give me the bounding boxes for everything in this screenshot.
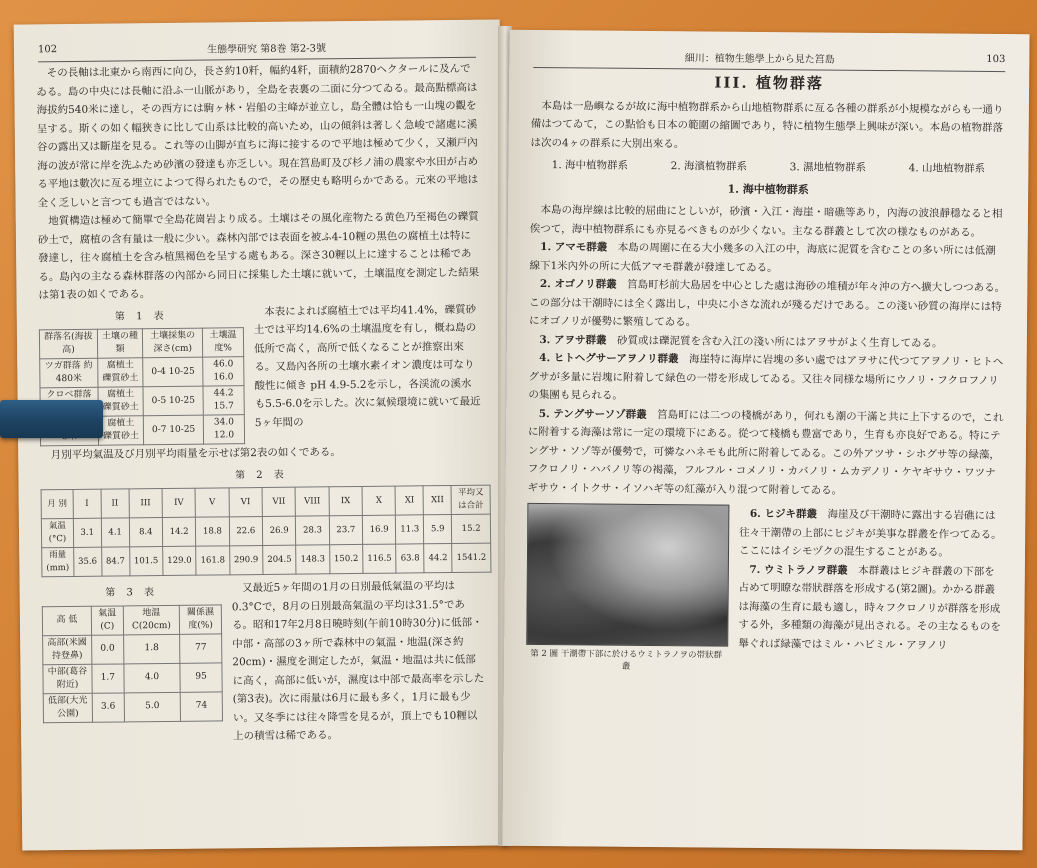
table-row (41, 514, 490, 548)
table-cell: 148.3 (296, 545, 330, 574)
paragraph: 地質構造は極めて簡單で全島花崗岩より成る。土壤はその風化産物たる黄色乃至褐色の礫質砂土で，腐植の含有量は一般に少い。森林內部では表面を被ふ4-10糎の黑色の腐植土は特に發達し，往々腐植土を含み植黑褐色を呈する處もある。深さ30糎以上に達することは稀である。島內の主なる森林群落の內部から同日に採集した土壤に就いて，土壤温度を測定した結果は第1表の如くである。 (37, 210, 480, 302)
table-cell: 44.2 (424, 544, 452, 573)
table2 (41, 485, 492, 578)
table-cell: 84.7 (101, 547, 129, 576)
table-header-row: 群落名(海拔高) 土壤の種類 土壤採集の深さ(cm) 土壤温度% (39, 328, 243, 359)
list-item: 4. ヒトヘグサーアヲノリ群叢 海崖特に海岸に岩塊の多い處ではアヲサに代つてアヲノリ・ヒトヘグサが多量に岩塊に附着して緑色の一帯を形成してゐる。又往々同様な場所にウノリ・フクロフノリの集團も見られる。 (528, 352, 1004, 402)
seaweed-photo (526, 503, 729, 647)
table-cell: 28.3 (296, 516, 330, 545)
list-item: 1. アマモ群叢 本島の周圍に在る大小幾多の入江の中，海底に泥質を含むことの多い所には低潮線下1米內外の所に大低アマモ群叢が發達してゐる。 (529, 241, 996, 274)
table-cell: 204.5 (263, 545, 297, 574)
table-cell: 290.9 (229, 545, 263, 574)
table-header-cell: XII (423, 486, 451, 515)
table-cell: 1541.2 (452, 543, 491, 572)
table-row: 腐植土 礫質砂土 0-7 10-25 34.0 12.0 (40, 415, 244, 446)
table-header-cell: X (362, 486, 396, 515)
journal-volume: 第8巻 (260, 43, 287, 55)
table1-block (39, 300, 482, 446)
left-running-head (38, 38, 476, 63)
table-row: クロベ群落 腐植土 礫質砂土 0-5 10-25 44.2 15.7 (40, 386, 244, 417)
table-row: ツガ群落 約480米 腐植土 礫質砂土 0-4 10-25 46.0 16.0 (40, 357, 244, 388)
table-row: 低部(大光公園) 3.6 5.0 74 (43, 691, 222, 722)
list-item: 7. ウミトラノヲ群叢 本群叢はヒジキ群叢の下部を占めて明瞭な帯狀群落を形成する(第2圖)。かかる群叢は海藻の生育に最も適し，時々フクロノリが群落を形成する外，多種類の海藻が見出される。その主なるものを舉ぐれば緑藻ではミル・ハビミル・アヲノリ (738, 563, 1001, 652)
table-cell: 129.0 (163, 546, 197, 575)
table-row: 高部(米國持登鼻) 0.0 1.8 77 (43, 633, 222, 664)
table3-block (42, 577, 486, 748)
table-cell: 63.8 (396, 544, 424, 573)
group-item: 4. 山地植物群系 (908, 162, 986, 175)
paragraph: 月別平均氣温及び月別平均雨量を示せば第2表の如くである。 (50, 446, 341, 462)
figure-block (526, 503, 1003, 676)
binder-clip (0, 400, 103, 438)
paragraph: 本島は一島嶼なるが故に海中植物群系から山地植物群系に亙る各種の群系が小規模ながらも一通り備はつてゐて，この點恰も日本の範圍の縮圖であり，特に植物生態學上興味が深い。本島の植物群落は次の4ヶの群系に大別出來る。 (530, 99, 1004, 150)
figure (526, 503, 729, 674)
table-header-cell: VII (262, 487, 296, 516)
left-content (36, 60, 485, 748)
table2-caption: 第 2 表 (234, 469, 288, 481)
table1-side-text: 本表によれば腐植土では平均41.4%，礫質砂土では平均14.6%の土壤温度を有し，概ね島の低所で高く，高所で低くなることが推察出來る。又島內各所の土壤水素イオン濃度は可なり酸性に傾き pH 4.9-5.2を示し，各渓流の溪水も5.5-6.0を示した。次に氣候環境に就いて最近5ヶ年間の (253, 303, 481, 429)
table-header-cell: I (73, 489, 101, 518)
group-list (530, 156, 1006, 179)
running-title: 細川：植物生態學上から見た筥島 (684, 53, 835, 66)
list-item: 3. アヲサ群叢 砂質或は礫泥質を含む入江の淺い所にはアヲサがよく生育してゐる。 (539, 333, 943, 350)
table-header-cell: IX (329, 486, 363, 515)
table-cell: 4.1 (101, 518, 129, 547)
list-item: 2. オゴノリ群叢 筥島町杉前大島居を中心とした處は海砂の堆積が年々沖の方へ擴大しつつある。この部分は干潮時には全く露出し，中央に小さな流れが殘るだけである。この淺い砂質の海岸には特にオゴノリが優勢に繁殖してゐる。 (528, 278, 1006, 329)
table-cell: 氣温(°C) (41, 518, 73, 547)
table-cell: 35.6 (73, 547, 101, 576)
list-item: 6. ヒジキ群叢 海崖及び干潮時に露出する岩礁には往々干潮帶の上部にヒジキが美事な群叢を作つてゐる。ここにはイシモヅクの混生することがある。 (738, 507, 1002, 559)
table3-caption: 第 3 表 (105, 587, 159, 599)
table-cell: 161.8 (196, 546, 230, 575)
table-cell: 16.9 (362, 515, 396, 544)
paragraph: 本島の海岸線は比較的屈曲にとしいが，砂濱・入江・海崖・暗礁等あり，內海の波浪靜穩なると相俟つて，海中植物群系にも亦見るべきものが少くない。主なる群叢として次の様なものがある。 (529, 204, 1003, 239)
group-item: 2. 海濱植物群系 (670, 160, 748, 173)
table-header-cell: VI (229, 487, 263, 516)
table-cell: 22.6 (229, 516, 263, 545)
table-header-cell: III (129, 489, 163, 518)
table-header-cell: II (101, 489, 129, 518)
table-cell: 15.2 (452, 514, 491, 543)
table-cell: 18.8 (196, 517, 230, 546)
table-cell: 11.3 (396, 515, 424, 544)
table-row: 中部(葛谷附近) 1.7 4.0 95 (43, 662, 222, 693)
table-header-row: 高 低 氣温(C) 地温C(20cm) 關係濕度(%) (42, 604, 221, 635)
table-header-cell: XI (395, 486, 423, 515)
figure-caption: 第 2 圖 干潮帶下部に於けるウミトラノヲの帯狀群叢 (530, 648, 723, 672)
group-item: 1. 海中植物群系 (551, 159, 629, 172)
right-page (502, 30, 1029, 851)
open-book (10, 14, 1032, 860)
table-cell: 8.4 (129, 518, 163, 547)
table-cell: 26.9 (262, 516, 296, 545)
table-cell: 23.7 (329, 515, 363, 544)
table-header-cell: VIII (295, 487, 329, 516)
section-title: III. 植物群落 (714, 73, 824, 93)
right-page-number: 103 (986, 53, 1006, 66)
right-content (526, 70, 1007, 676)
table-header-cell: 平均又は合計 (451, 485, 490, 514)
table-cell: 5.9 (424, 515, 452, 544)
sub-title: 1. 海中植物群系 (727, 182, 809, 196)
journal-title: 生態學研究 (207, 44, 258, 56)
paragraph: その長軸は北東から南西に向ひ，長さ約10粁，幅約4粁，面積約2870ヘクタールに及んでゐる。島の中央には長軸に沿ふ一山脈があり，全島を表裏の二面に分つてゐる。最高點標高は海拔約540米に達し，その西方には駒ヶ林・岩船の主峰が並立し，島全體は恰も一山塊の觀を呈する。斯くの如く幅狹きに比して山系は比較的高いため，山の傾斜は著しく急峻で諸處に溪谷の露出又は斷崖を見る。これ等の山脚が直ちに海に接するので平地は極めて少く，又瀬戸內海の波が常に岸を洗ふため砂濱の發達も亦乏しい。現在筥島町及び杉ノ浦の農家や水田が占める平地は數次に亙る埋立によつて得られたもので，その歷史も略明らかである。元來の平地は全く乏しいと言つても過言ではない。 (36, 62, 479, 209)
table-row (42, 543, 491, 577)
left-page-number: 102 (37, 44, 58, 56)
table-header-cell: IV (162, 488, 196, 517)
table-cell: 雨量(mm) (42, 547, 74, 576)
journal-issue: 第2-3號 (289, 43, 326, 55)
group-item: 3. 濕地植物群系 (789, 161, 867, 174)
table-cell: 101.5 (129, 547, 163, 576)
table-cell: 116.5 (363, 544, 397, 573)
table3 (42, 604, 223, 723)
table-cell: 14.2 (162, 517, 196, 546)
table1-caption: 第 1 表 (114, 310, 168, 323)
table-cell: 3.1 (73, 518, 101, 547)
table-header-cell: V (195, 488, 229, 517)
table-header-cell: 月 別 (41, 489, 73, 518)
table-cell: 150.2 (329, 544, 363, 573)
table-header-row (41, 485, 490, 519)
right-running-head (533, 48, 1005, 72)
paragraph: 又最近5ヶ年間の1月の日別最低氣温の平均は0.3°Cで，8月の日別最高氣温の平均は31.5°である。昭和17年2月8日曉時刻(午前10時30分)に低部・中部・高部の3ヶ所で森林中の氣温・地温(深さ約20cm)・濕度を測定したが，氣温・地温は共に低部に高く，高部に低いが，濕度は中部で最高率を示した(第3表)。次に雨量は6月に最も多く，1月に最も少い。又冬季には往々降雪を見るが，頂上でも10糎以上の積雪は稀である。 (231, 579, 485, 743)
list-item: 5. テングサーソゾ群叢 筥島町には二つの棧橋があり，何れも潮の干滿と共に上下するので，これに附着する海藻は常に一定の環境下にある。從つて棧橋も豊富であり，生育も亦良好である。特にテングサ・ソゾ等が優勢で，可憐なハネモも此所に附着してゐる。この外アツサ・シホグサ等の緑藻，フクロノリ・ハバノリ等の褐藻，フルフル・コメノリ・カバノリ・ムカデノリ・ケヤギサウ・ワツナギサウ・イトクサ・イソハギ等の紅藻が入り混つて附着してゐる。 (527, 407, 1004, 497)
